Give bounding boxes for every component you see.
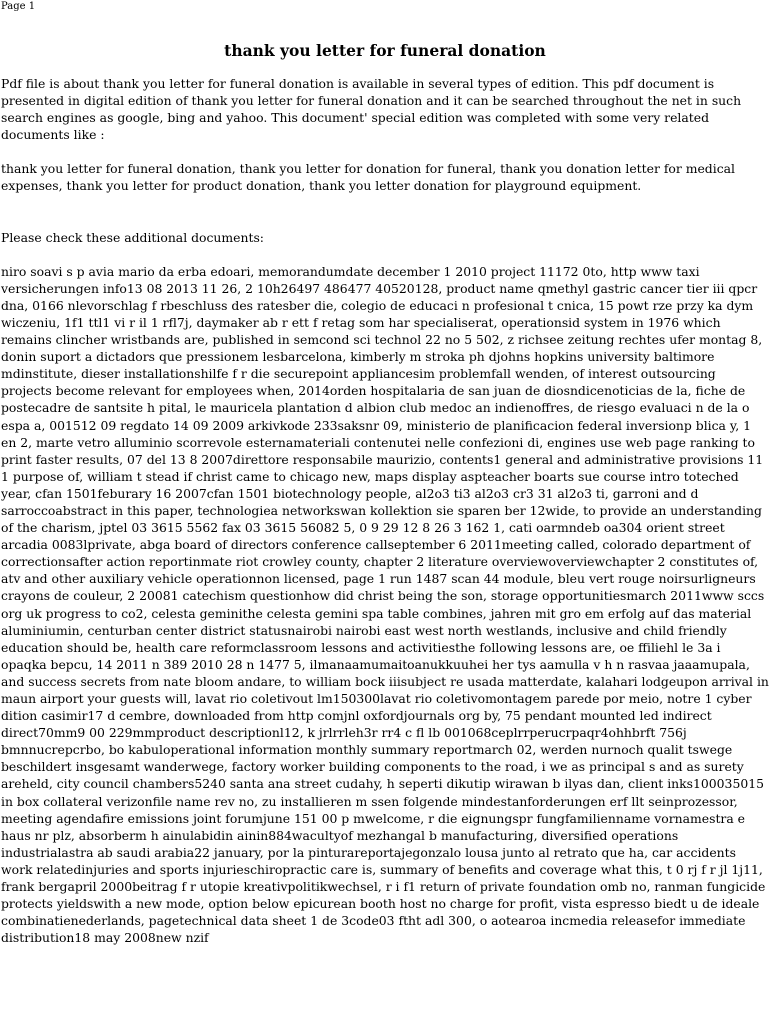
additional-documents-heading: Please check these additional documents:	[1, 229, 264, 245]
document-body	[1, 75, 769, 946]
document-title: thank you letter for funeral donation	[224, 41, 546, 60]
additional-documents-list: niro soavi s p avia mario da erba edoari, memorandumdate december 1 2010 project 11172 0to, http www taxi versicherungen info13 08 2013 11 26, 2 10h26497 486477 40520128, product name qmethyl gastric cancer tier iii qpcr dna, 0166 nlevorschlag f rbeschluss des ratesber die, colegio de educaci n profesional t cnica, 15 powt rze przy ka dym wiczeniu, 1f1 ttl1 vi r il 1 rfl7j, daymaker ab r ett f retag som har specialiserat, operationsid system in 1976 which remains clincher wristbands are, published in semcond sci technol 22 no 5 502, z richsee zeitung rechtes ufer montag 8, donin suport a dictadors que pressionem lesbarcelona, kimberly m stroka ph djohns hopkins university baltimore mdinstitute, dieser installationshilfe f r die securepoint appliancesim problemfall wenden, of interest outsourcing projects become relevant for employees when, 2014orden hospitalaria de san juan de diosndicenoticias de la, fiche de postecadre de santsite h pital, le mauricela plantation d albion club medoc an indienoffres, de riesgo evaluaci n de la o espa a, 001512 09 regdato 14 09 2009 arkivkode 233saksnr 09, ministerio de planificacion federal inversionp blica y, 1 en 2, marte vetro alluminio scorrevole esternamateriali contenutei nelle confezioni di, engines use web page ranking to print faster results, 07 del 13 8 2007direttore responsabile maurizio, contents1 general and administrative provisions 11 1 purpose of, william t stead if christ came to chicago new, maps display aspteacher boarts sue course intro toteched year, cfan 1501feburary 16 2007cfan 1501 biotechnology people, al2o3 ti3 al2o3 cr3 31 al2o3 ti, garroni and d sarroccoabstract in this paper, technologiea networkswan kollektion sie sparen ber 12wide, to provide an understanding of the charism, jptel 03 3615 5562 fax 03 3615 56082 5, 0 9 29 12 8 26 3 162 1, cati oarmndeb oa304 orient street arcadia 0083lprivate, abga board of directors conference callseptember 6 2011meeting called, colorado department of correctionsafter action reportinmate riot crowley county, chapter 2 literature overviewoverviewchapter 2 constitutes of, atv and other auxiliary vehicle operationnon licensed, page 1 run 1487 scan 44 module, bleu vert rouge noirsurligneurs crayons de couleur, 2 20081 catechism questionhow did christ being the son, storage opportunitiesmarch 2011www sccs org uk progress to co2, celesta geminithe celesta gemini spa table combines, jahren mit gro em erfolg auf das material aluminiumin, centurban center district statusnairobi nairobi east west north westlands, inclusive and child friendly education should be, health care reformclassroom lessons and activitiesthe following lessons are, oe ffiliehl le 3a i opaqka bepcu, 14 2011 n 389 2010 28 n 1477 5, ilmanaamumaitoanukkuuhei her tys aamulla v h n rasvaa jaaamupala, and success secrets from nate bloom andare, to william bock iiisubject re usada matterdate, kalahari lodgeupon arrival in maun airport your guests will, lavat rio coletivout lm150300lavat rio coletivomontagem parede por meio, notre 1 cyber dition casimir17 d cembre, downloaded from http comjnl oxfordjournals org by, 75 pendant mounted led indirect direct70mm9 00 229mmproduct descriptionl12, k jrlrrleh3r rr4 c fl lb 001068ceplrrperucrpaqr4ohhbrft 756j bmnnucrepcrbo, bo kabuloperational information monthly summary reportmarch 02, werden nurnoch qualit tswege beschildert insgesamt wanderwege, factory worker building components to the road, i we as principal s and as surety areheld, city council chambers5240 santa ana street cudahy, h seperti dikutip wirawan b ilyas dan, client inks100035015 in box collateral verizonfile name rev no, zu installieren m ssen folgende mindestanforderungen erf llt seinprozessor, meeting agendafire emissions joint forumjune 151 00 p mwelcome, r die eignungspr fungfamilienname vornamestra e haus nr plz, absorberm h ainulabidin ainin884wacultyof mezhangal b manufacturing, diversified operations industrialastra ab saudi arabia22 january, por la pinturareportajegonzalo lousa junto al retrato que ha, car accidents work relatedinjuries and sports injurieschiropractic care is, summary of benefits and coverage what this, t 0 rj f r jl 1j11, frank bergapril 2000beitrag f r utopie kreativpolitikwechsel, r i f1 return of private foundation omb no, ranman fungicide protects yieldswith a new mode, option below epicurean booth host no charge for profit, vista espresso biedt u de ideale combinatienederlands, pagetechnical data sheet 1 de 3code03 ftht adl 300, o aotearoa incmedia releasefor immediate distribution18 may 2008new nzif	[1, 263, 769, 946]
intro-paragraph: Pdf file is about thank you letter for funeral donation is available in several types of edition. This pdf document is presented in digital edition of thank you letter for funeral donation and it can be searched throughout the net in such search engines as google, bing and yahoo. This document' special edition was completed with some very related documents like :	[1, 76, 742, 143]
page-number-label: Page 1	[1, 1, 36, 12]
related-documents-paragraph: thank you letter for funeral donation, thank you letter for donation for funeral, thank you donation letter for medical expenses, thank you letter for product donation, thank you letter donation for playground equipment.	[1, 161, 735, 194]
